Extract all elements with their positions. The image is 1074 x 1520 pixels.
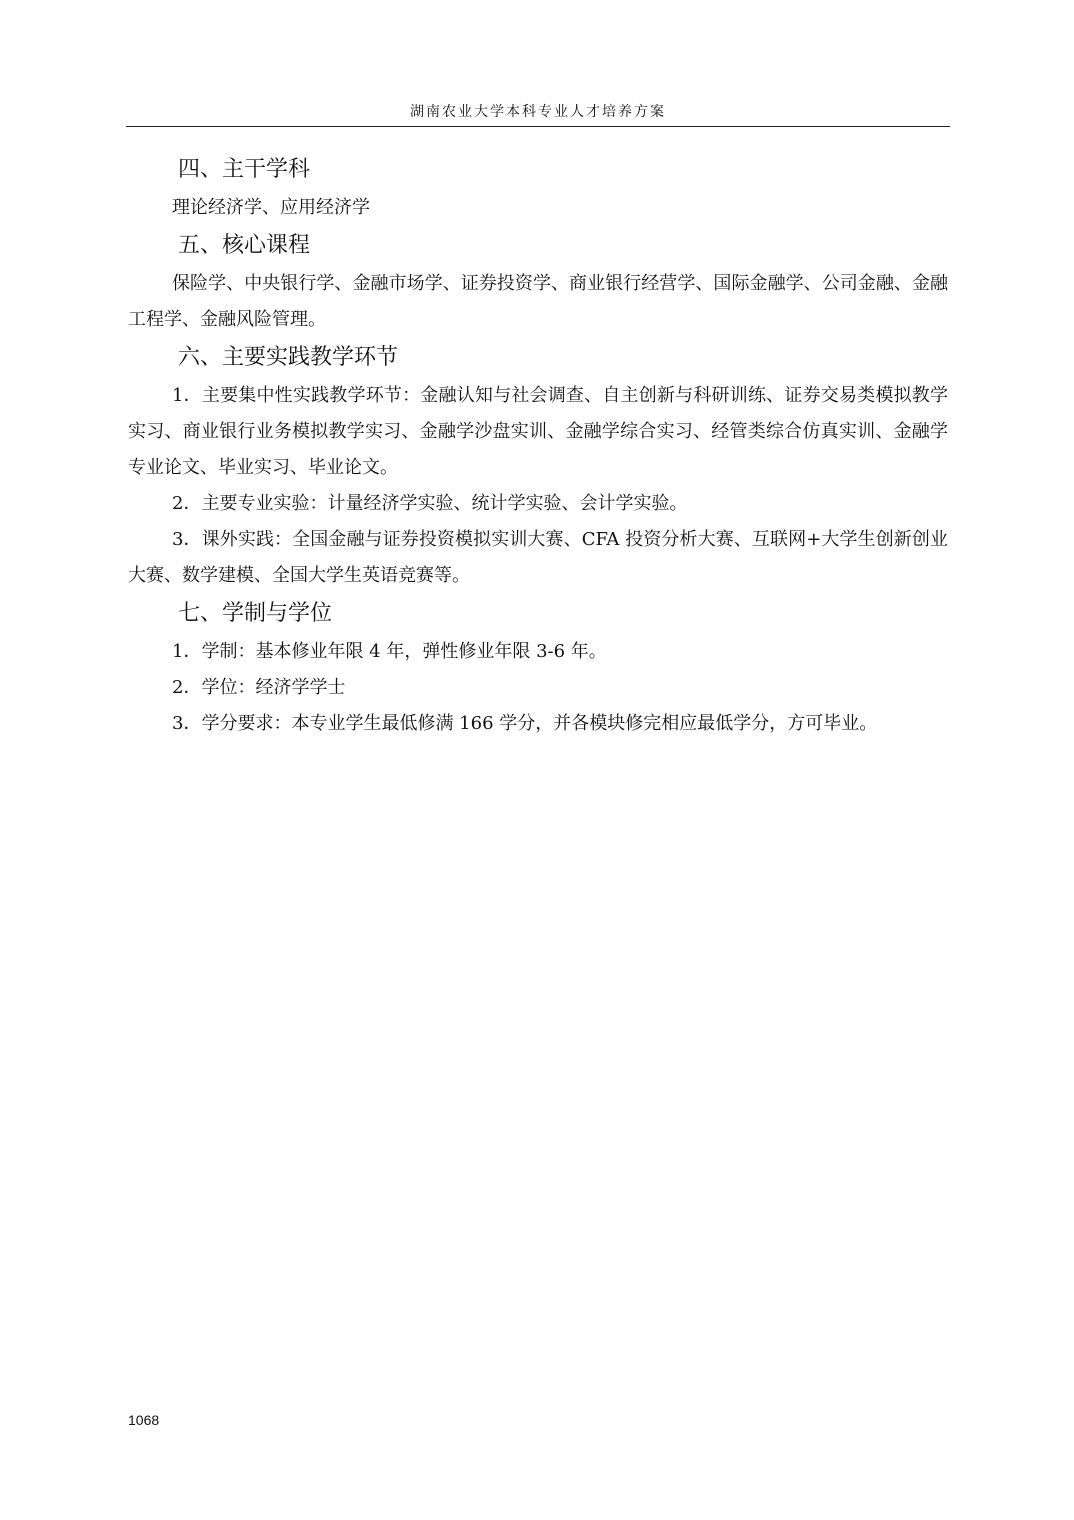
practice-item: 3．课外实践：全国金融与证券投资模拟实训大赛、CFA 投资分析大赛、互联网+大学生创新创业大赛、数学建模、全国大学生英语竞赛等。 — [128, 529, 948, 586]
section-heading-degree: 七、学制与学位 — [178, 601, 333, 626]
section-heading-core-courses: 五、核心课程 — [178, 233, 311, 258]
degree-item: 1．学制：基本修业年限 4 年，弹性修业年限 3-6 年。 — [172, 641, 607, 662]
section-heading-practice: 六、主要实践教学环节 — [178, 345, 399, 370]
header-title: 湖南农业大学本科专业人才培养方案 — [410, 104, 666, 120]
page-header — [126, 100, 950, 127]
degree-item: 3．学分要求：本专业学生最低修满 166 学分，并各模块修完相应最低学分，方可毕业。 — [172, 713, 878, 734]
page-number: 1068 — [128, 1412, 160, 1428]
document-body — [128, 150, 948, 742]
major-disciplines-text: 理论经济学、应用经济学 — [172, 197, 370, 218]
practice-item: 1．主要集中性实践教学环节：金融认知与社会调查、自主创新与科研训练、证券交易类模拟教学实习、商业银行业务模拟教学实习、金融学沙盘实训、金融学综合实习、经管类综合仿真实训、金融学专业论文、毕业实习、毕业论文。 — [128, 385, 948, 478]
degree-item: 2．学位：经济学学士 — [172, 677, 346, 698]
core-courses-text: 保险学、中央银行学、金融市场学、证券投资学、商业银行经营学、国际金融学、公司金融、金融工程学、金融风险管理。 — [128, 273, 948, 330]
practice-item: 2．主要专业实验：计量经济学实验、统计学实验、会计学实验。 — [172, 493, 688, 514]
section-heading-major-disciplines: 四、主干学科 — [178, 157, 311, 182]
